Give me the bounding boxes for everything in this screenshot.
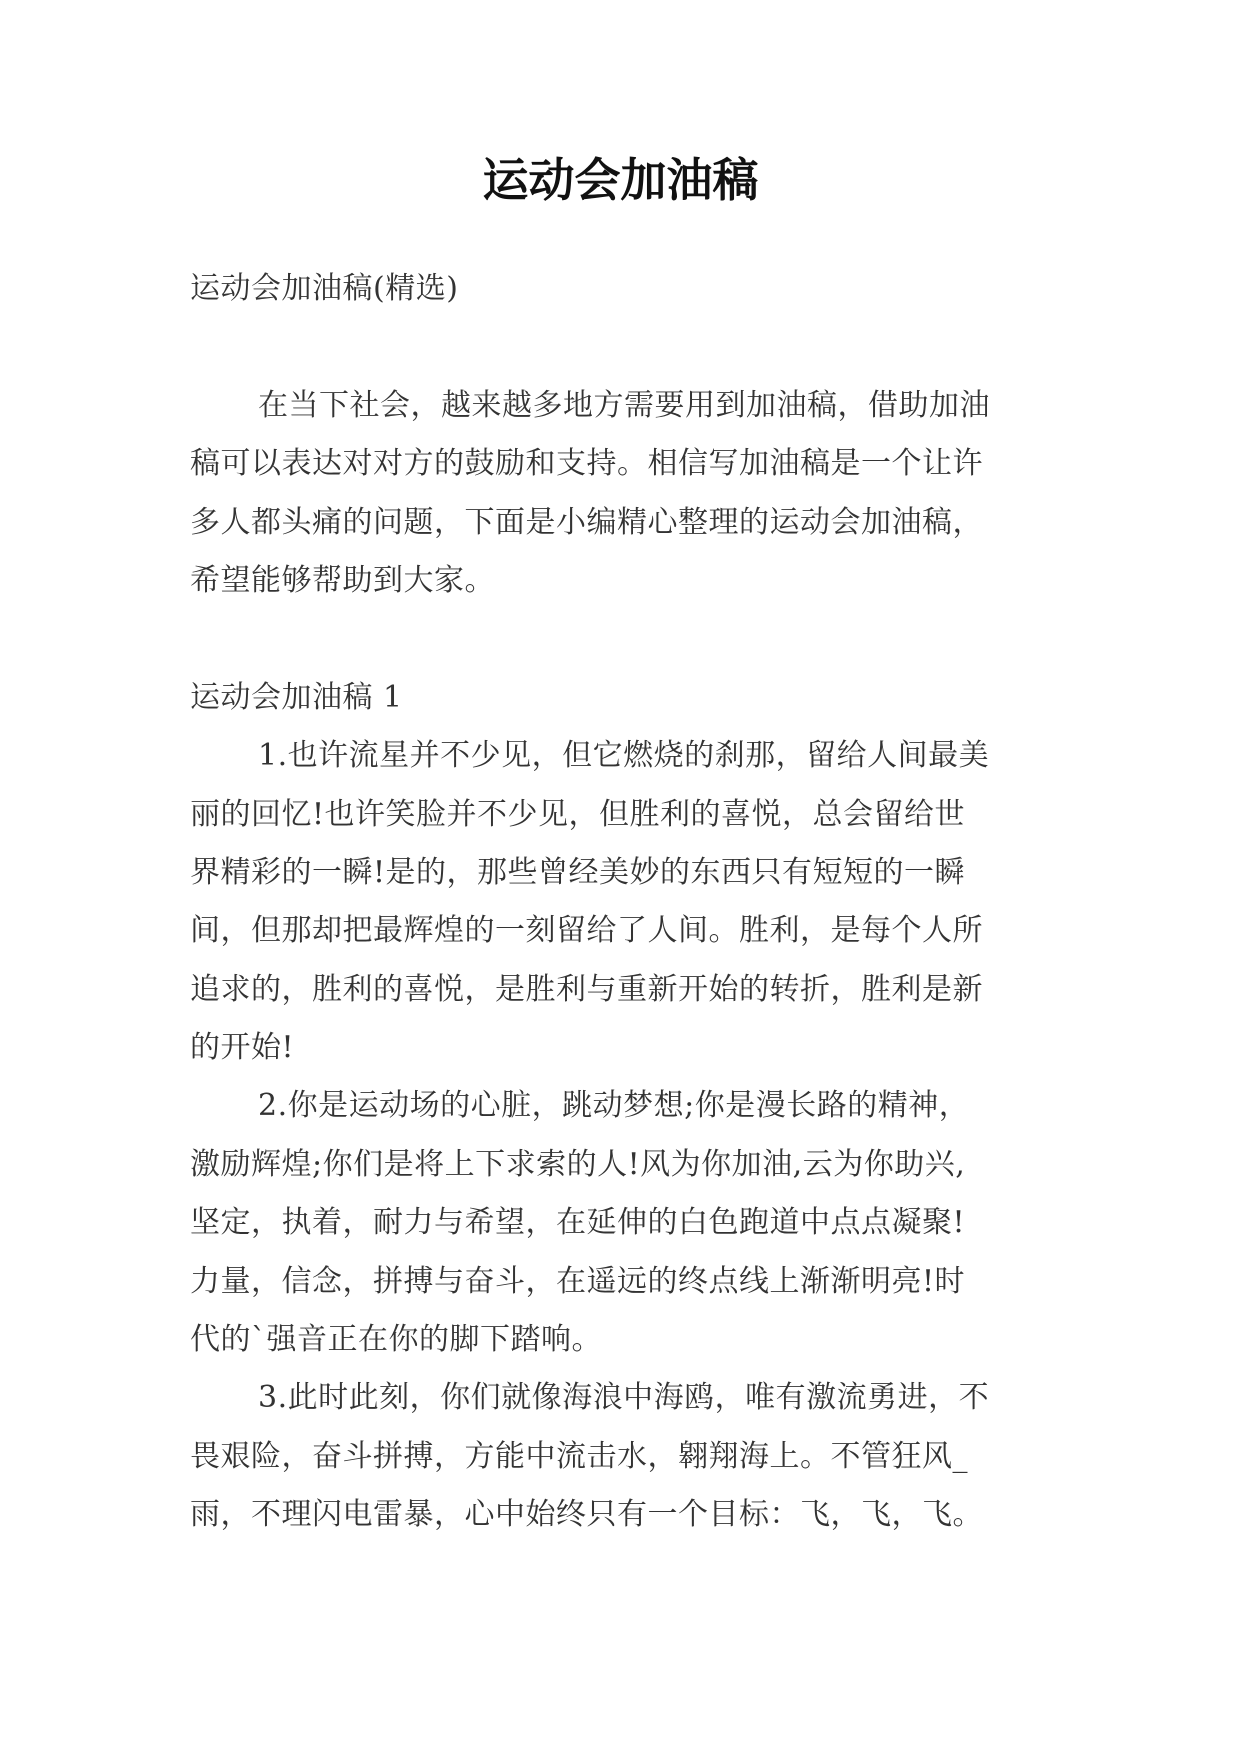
para1-line: 界精彩的一瞬!是的，那些曾经美妙的东西只有短短的一瞬	[190, 854, 966, 890]
para2-line: 激励辉煌;你们是将上下求索的人!风为你加油,云为你助兴,	[190, 1146, 966, 1182]
para3-line: 雨，不理闪电雷暴，心中始终只有一个目标：飞，飞，飞。	[190, 1497, 983, 1533]
para1-line: 1.也许流星并不少见，但它燃烧的刹那，留给人间最美	[258, 738, 990, 774]
document-title: 运动会加油稿	[482, 153, 759, 207]
para2-line: 代的`强音正在你的脚下踏响。	[190, 1322, 602, 1358]
document-body	[190, 260, 1060, 1545]
para1-line: 丽的回忆!也许笑脸并不少见，但胜利的喜悦，总会留给世	[190, 796, 966, 832]
subtitle: 运动会加油稿(精选)	[190, 271, 459, 306]
para2-line: 2.你是运动场的心脏，跳动梦想;你是漫长路的精神，	[258, 1088, 970, 1124]
intro-line: 在当下社会，越来越多地方需要用到加油稿，借助加油	[258, 387, 990, 423]
para1-line: 的开始!	[190, 1030, 295, 1066]
section-heading: 运动会加油稿 1	[190, 679, 403, 715]
para1-line: 追求的，胜利的喜悦，是胜利与重新开始的转折，胜利是新	[190, 971, 983, 1007]
para2-line: 力量，信念，拼搏与奋斗，在遥远的终点线上渐渐明亮!时	[190, 1263, 966, 1299]
intro-line: 稿可以表达对对方的鼓励和支持。相信写加油稿是一个让许	[190, 446, 983, 482]
spacer	[190, 318, 1060, 376]
para3-line: 畏艰险，奋斗拼搏，方能中流击水，翱翔海上。不管狂风_	[190, 1438, 968, 1474]
spacer	[190, 610, 1060, 668]
para3-line: 3.此时此刻，你们就像海浪中海鸥，唯有激流勇进，不	[258, 1380, 990, 1416]
para2-line: 坚定，执着，耐力与希望，在延伸的白色跑道中点点凝聚!	[190, 1205, 966, 1241]
intro-line: 希望能够帮助到大家。	[190, 562, 495, 598]
para1-line: 间，但那却把最辉煌的一刻留给了人间。胜利，是每个人所	[190, 913, 983, 949]
intro-line: 多人都头痛的问题，下面是小编精心整理的运动会加油稿，	[190, 504, 983, 540]
